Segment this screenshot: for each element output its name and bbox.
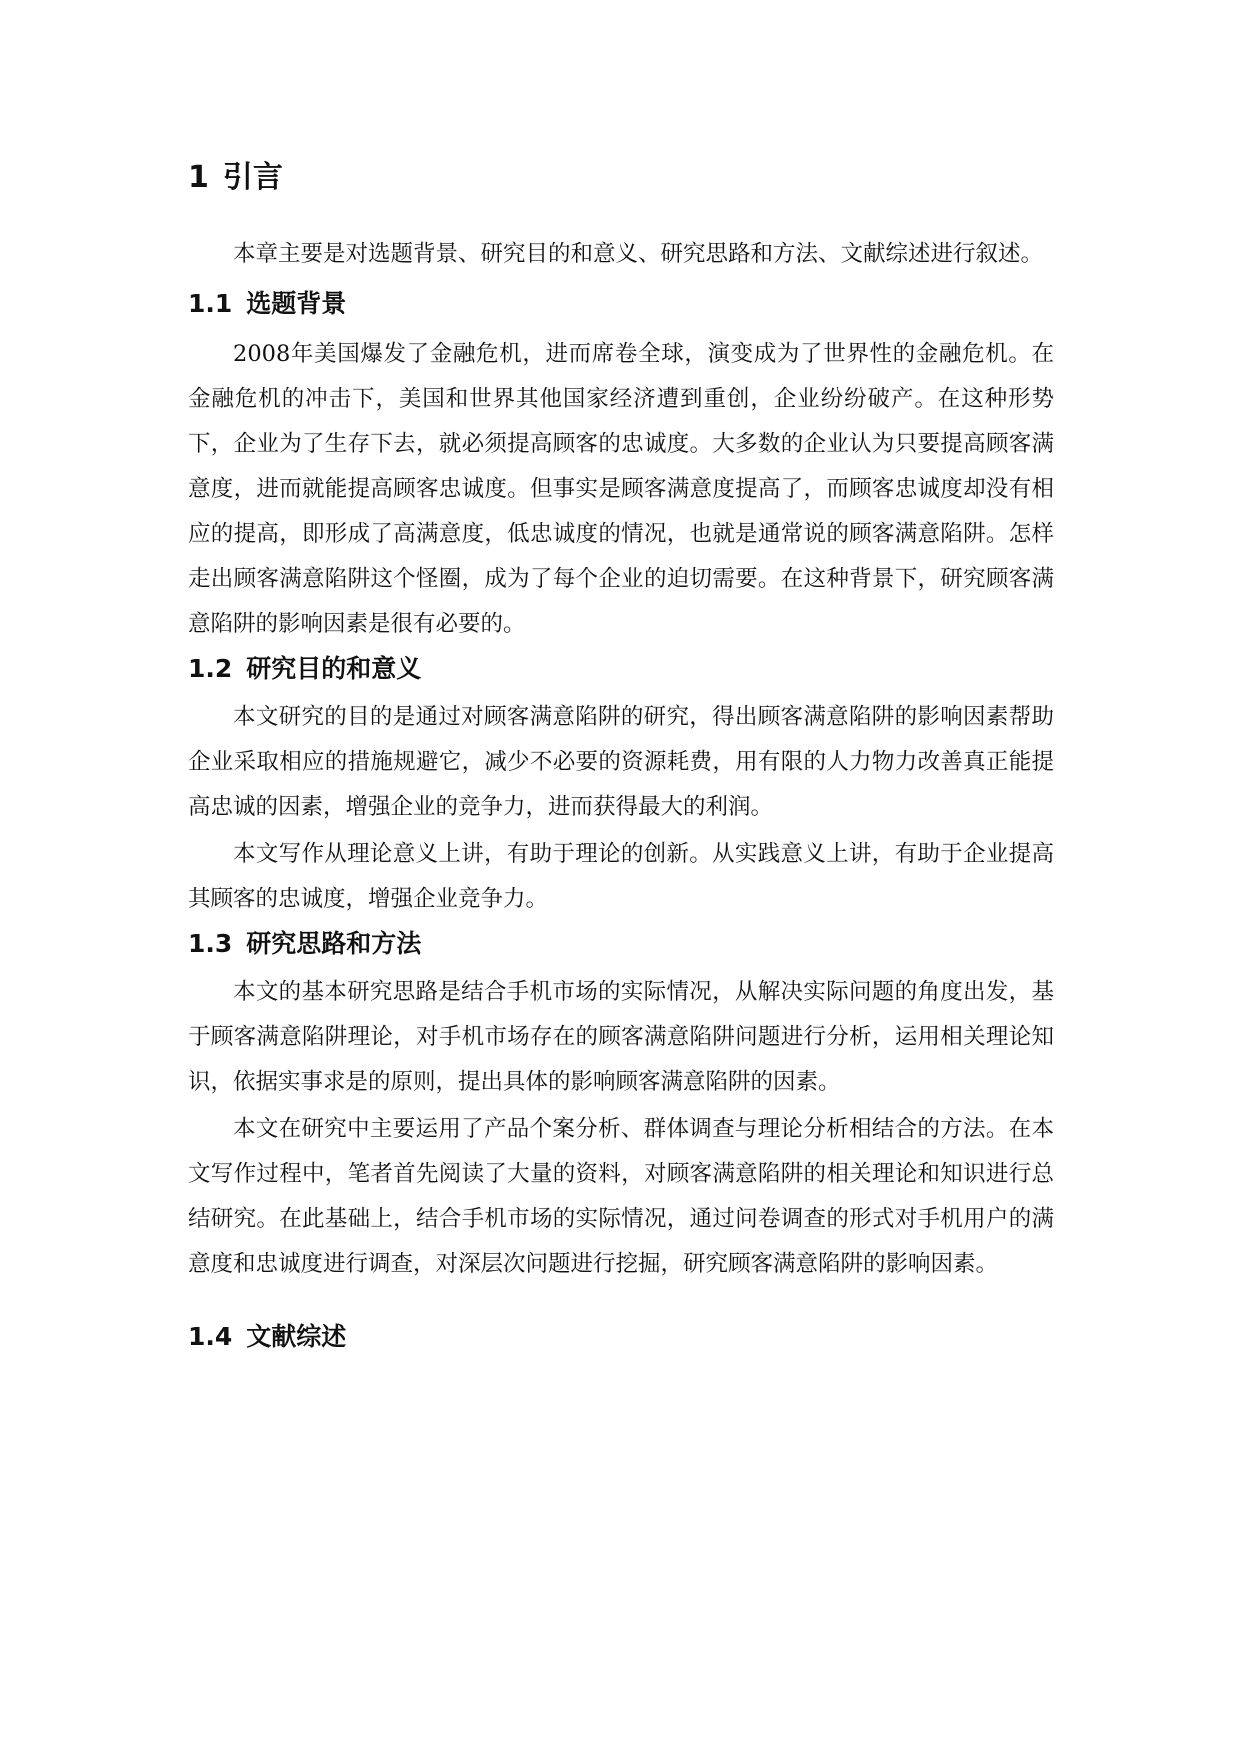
section-number: 1.4 xyxy=(188,1322,233,1351)
section-title: 研究思路和方法 xyxy=(246,929,422,958)
section-heading-1-1 xyxy=(188,284,1054,324)
chapter-intro: 本章主要是对选题背景、研究目的和意义、研究思路和方法、文献综述进行叙述。 xyxy=(233,241,1044,267)
section-number: 1.3 xyxy=(188,929,233,958)
section-1-2-paragraph-1: 本文研究的目的是通过对顾客满意陷阱的研究，得出顾客满意陷阱的影响因素帮助企业采取相应的措施规避它，减少不必要的资源耗费，用有限的人力物力改善真正能提高忠诚的因素，增强企业的竞争力，进而获得最大的利润。 xyxy=(188,704,1054,820)
chapter-number: 1 xyxy=(188,160,209,195)
chapter-heading xyxy=(188,158,1054,198)
section-title: 文献综述 xyxy=(246,1322,347,1351)
section-1-3-paragraph-1: 本文的基本研究思路是结合手机市场的实际情况，从解决实际问题的角度出发，基于顾客满意陷阱理论，对手机市场存在的顾客满意陷阱问题进行分析，运用相关理论知识，依据实事求是的原则，提出具体的影响顾客满意陷阱的因素。 xyxy=(188,979,1054,1095)
section-number: 1.2 xyxy=(188,654,233,683)
section-heading-1-4 xyxy=(188,1317,1054,1357)
section-1-3-paragraph-2: 本文在研究中主要运用了产品个案分析、群体调查与理论分析相结合的方法。在本文写作过程中，笔者首先阅读了大量的资料，对顾客满意陷阱的相关理论和知识进行总结研究。在此基础上，结合手机市场的实际情况，通过问卷调查的形式对手机用户的满意度和忠诚度进行调查，对深层次问题进行挖掘，研究顾客满意陷阱的影响因素。 xyxy=(188,1116,1054,1277)
section-title: 选题背景 xyxy=(246,289,347,318)
section-title: 研究目的和意义 xyxy=(246,654,422,683)
section-heading-1-2 xyxy=(188,649,1054,689)
section-1-2-paragraph-2: 本文写作从理论意义上讲，有助于理论的创新。从实践意义上讲，有助于企业提高其顾客的忠诚度，增强企业竞争力。 xyxy=(188,841,1054,912)
section-heading-1-3 xyxy=(188,924,1054,964)
chapter-title: 引言 xyxy=(222,160,283,195)
section-1-1-paragraph-1: 2008年美国爆发了金融危机，进而席卷全球，演变成为了世界性的金融危机。在金融危机的冲击下，美国和世界其他国家经济遭到重创，企业纷纷破产。在这种形势下，企业为了生存下去，就必须提高顾客的忠诚度。大多数的企业认为只要提高顾客满意度，进而就能提高顾客忠诚度。但事实是顾客满意度提高了，而顾客忠诚度却没有相应的提高，即形成了高满意度，低忠诚度的情况，也就是通常说的顾客满意陷阱。怎样走出顾客满意陷阱这个怪圈，成为了每个企业的迫切需要。在这种背景下，研究顾客满意陷阱的影响因素是很有必要的。 xyxy=(188,341,1054,637)
section-number: 1.1 xyxy=(188,289,233,318)
page-content xyxy=(188,158,1054,1357)
